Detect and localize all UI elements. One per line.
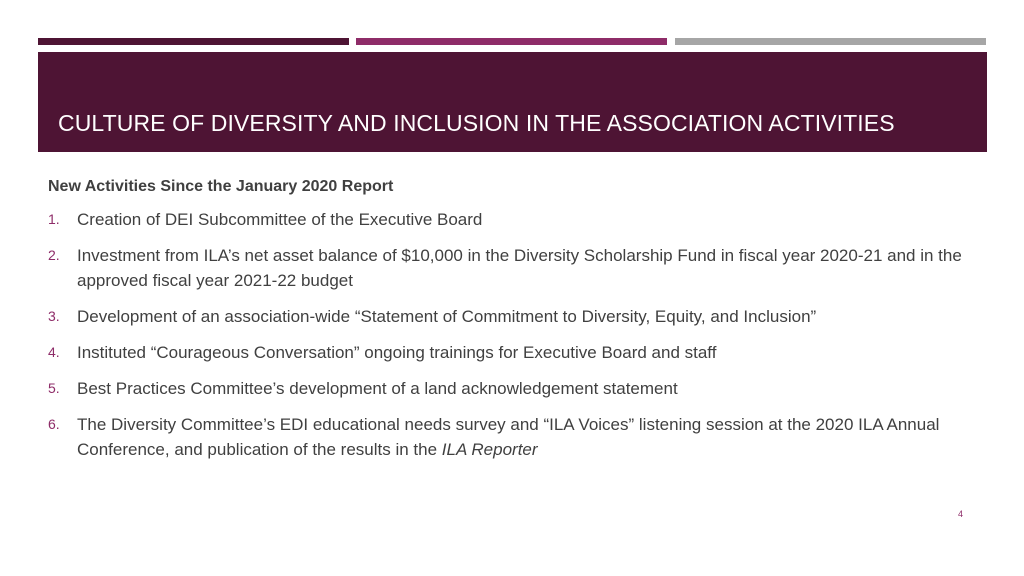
list-item-number: 6. bbox=[48, 416, 60, 432]
accent-bar-dark bbox=[38, 38, 349, 45]
list-item-number: 3. bbox=[48, 308, 60, 324]
subheading: New Activities Since the January 2020 Report bbox=[48, 178, 394, 195]
list-item-text: Development of an association-wide “Statement of Commitment to Diversity, Equity, and Inclusion” bbox=[77, 307, 817, 326]
list-item-text: Best Practices Committee’s development of a land acknowledgement statement bbox=[77, 379, 678, 398]
title-band bbox=[38, 52, 987, 152]
list-item bbox=[48, 243, 968, 293]
slide-title: CULTURE OF DIVERSITY AND INCLUSION IN THE ASSOCIATION ACTIVITIES bbox=[58, 110, 895, 136]
list-item-number: 2. bbox=[48, 247, 60, 263]
list-item-text: Creation of DEI Subcommittee of the Executive Board bbox=[77, 210, 483, 229]
publication-title: ILA Reporter bbox=[441, 440, 538, 459]
list-item-text: Instituted “Courageous Conversation” ongoing trainings for Executive Board and staff bbox=[77, 343, 717, 362]
accent-bar-magenta bbox=[356, 38, 667, 45]
list-item-text: Investment from ILA’s net asset balance of $10,000 in the Diversity Scholarship Fund in fiscal year 2020-21 and in the approved fiscal year 2021-22 budget bbox=[77, 246, 962, 290]
accent-bar-gray bbox=[675, 38, 986, 45]
list-item-text-plain: The Diversity Committee’s EDI educational needs survey and “ILA Voices” listening session at the 2020 ILA Annual Conference, and publication of the results in the bbox=[77, 415, 940, 459]
list-item-number: 5. bbox=[48, 380, 60, 396]
list-item bbox=[48, 376, 968, 401]
list-item bbox=[48, 412, 968, 462]
page-number: 4 bbox=[958, 509, 964, 519]
slide-content bbox=[48, 176, 968, 473]
list-item bbox=[48, 340, 968, 365]
list-item bbox=[48, 207, 968, 232]
list-item-number: 1. bbox=[48, 211, 60, 227]
list-item-number: 4. bbox=[48, 344, 60, 360]
list-item bbox=[48, 304, 968, 329]
list-item-text bbox=[77, 412, 968, 462]
activity-list bbox=[48, 207, 968, 462]
